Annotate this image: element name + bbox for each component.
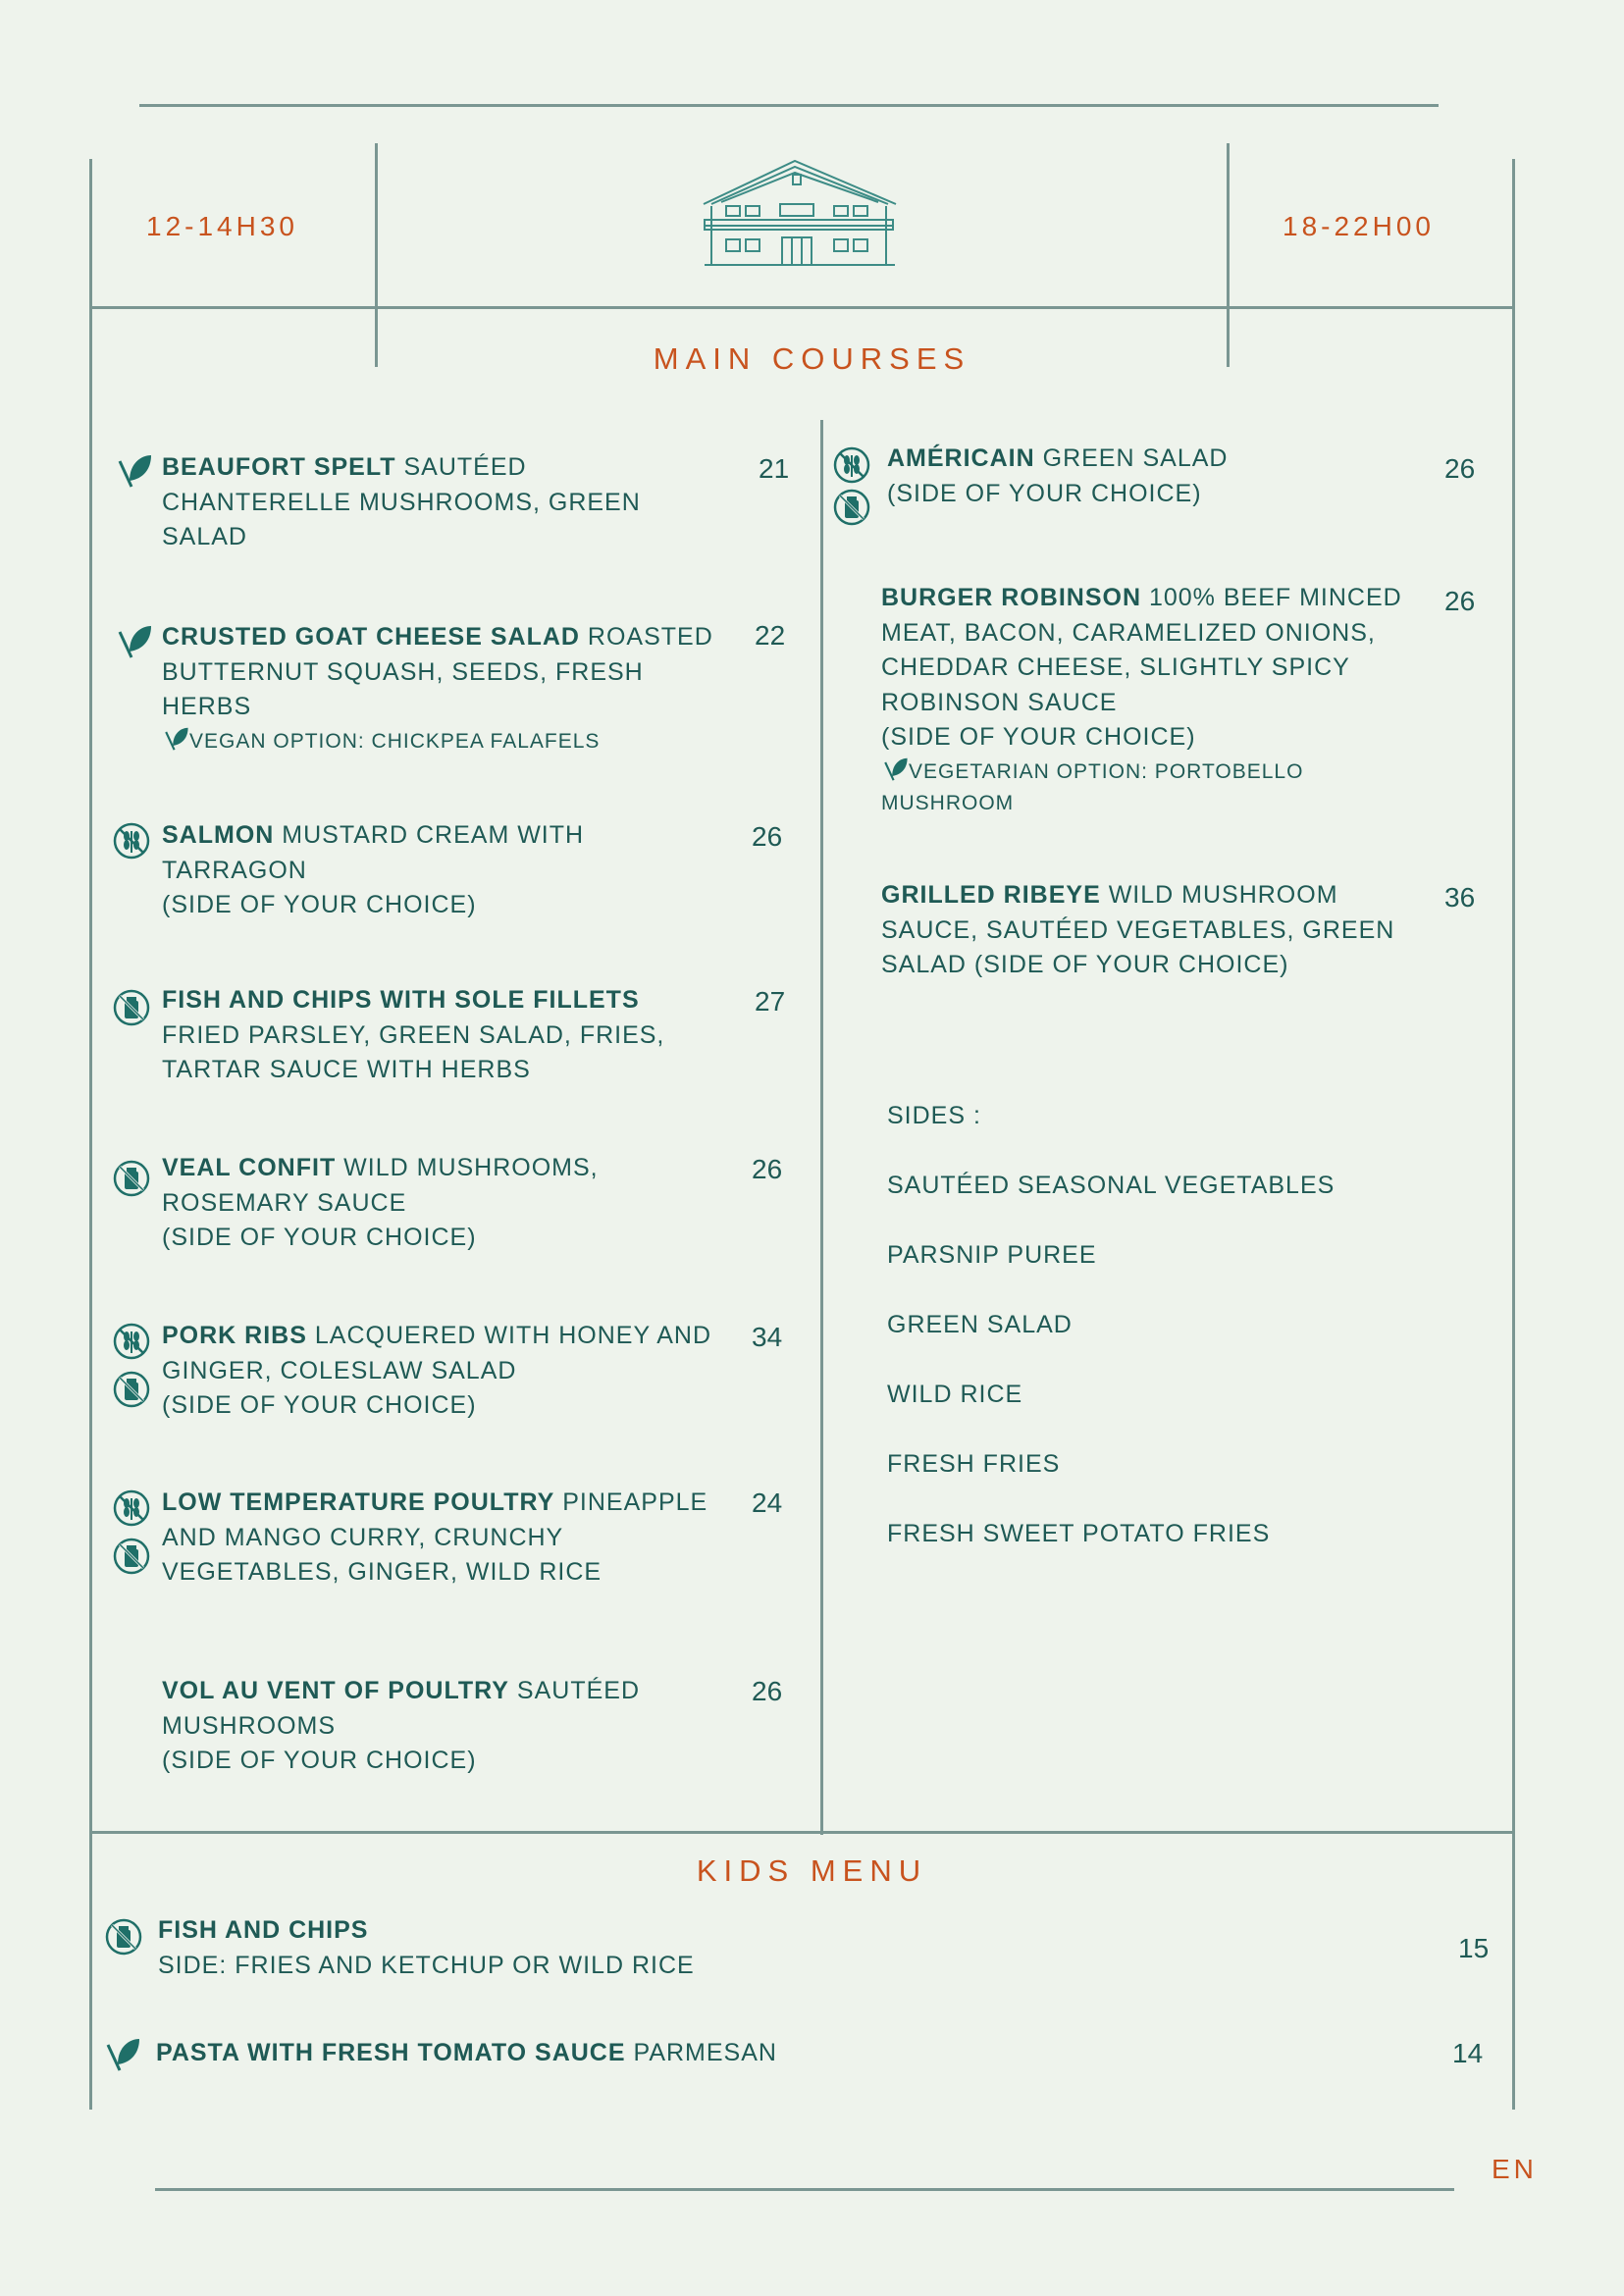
item-price: 21	[759, 453, 790, 484]
side-item: WILD RICE	[887, 1381, 1023, 1408]
item-vegetarian-option: VEGETARIAN OPTION: PORTOBELLO MUSHROOM	[881, 759, 1304, 814]
menu-item-low-temperature-poultry	[162, 1486, 721, 1591]
lactose-free-icon	[112, 1370, 151, 1409]
frame-right-border	[1512, 159, 1515, 2110]
item-price: 26	[752, 1154, 783, 1184]
item-name: LOW TEMPERATURE POULTRY	[162, 1488, 555, 1516]
gluten-free-icon	[112, 1488, 151, 1528]
column-divider	[820, 420, 823, 1835]
sides-title: SIDES :	[887, 1102, 981, 1129]
item-price: 34	[752, 1322, 783, 1352]
item-name: AMÉRICAIN	[887, 444, 1035, 472]
item-description: FRIED PARSLEY, GREEN SALAD, FRIES, TARTAR SAUCE WITH HERBS	[162, 1020, 665, 1083]
item-side-choice: (SIDE OF YOUR CHOICE)	[162, 1747, 477, 1774]
language-indicator[interactable]: EN	[1492, 2154, 1538, 2184]
menu-item-fish-and-chips	[162, 983, 721, 1088]
menu-item-burger-robinson	[881, 581, 1411, 819]
gluten-free-icon	[112, 821, 151, 861]
chalet-building-logo	[702, 157, 898, 270]
kids-menu-title: KIDS MENU	[696, 1853, 928, 1888]
menu-item-americain	[887, 442, 1417, 511]
dinner-hours: 18-22H00	[1283, 211, 1435, 241]
item-description: SAUTÉED CHANTERELLE MUSHROOMS, GREEN SALAD	[162, 453, 641, 550]
item-price: 14	[1452, 2038, 1484, 2068]
item-price: 26	[1444, 453, 1476, 484]
item-name: VEAL CONFIT	[162, 1154, 337, 1181]
side-item: GREEN SALAD	[887, 1311, 1073, 1338]
item-description: GREEN SALAD	[1042, 444, 1229, 472]
side-item: PARSNIP PUREE	[887, 1241, 1097, 1269]
kids-item-pasta	[156, 2036, 1039, 2071]
item-price: 26	[752, 1676, 783, 1706]
item-name: SALMON	[162, 821, 275, 849]
item-price: 24	[752, 1487, 783, 1518]
menu-item-beaufort-spelt	[162, 450, 721, 555]
lactose-free-icon	[112, 1159, 151, 1198]
item-side-choice: (SIDE OF YOUR CHOICE)	[881, 723, 1196, 751]
item-description: LACQUERED WITH HONEY AND GINGER, COLESLAW SALAD	[162, 1322, 712, 1384]
main-courses-title: MAIN COURSES	[653, 341, 971, 376]
menu-item-veal-confit	[162, 1151, 721, 1256]
vegetarian-leaf-icon	[881, 756, 909, 783]
item-price: 36	[1444, 882, 1476, 913]
lunch-hours: 12-14H30	[146, 211, 298, 241]
item-name: BEAUFORT SPELT	[162, 453, 396, 481]
item-price: 22	[755, 620, 786, 651]
menu-item-salmon	[162, 818, 721, 923]
item-description: PARMESAN	[633, 2039, 777, 2066]
item-price: 26	[1444, 586, 1476, 616]
side-item: SAUTÉED SEASONAL VEGETABLES	[887, 1172, 1336, 1199]
item-description: MUSTARD CREAM WITH TARRAGON	[162, 821, 585, 884]
header-bottom-rule	[89, 306, 1515, 309]
vegetarian-leaf-icon	[114, 622, 153, 661]
bottom-rule	[155, 2188, 1454, 2191]
kids-section-rule	[89, 1831, 1515, 1834]
item-name: BURGER ROBINSON	[881, 584, 1142, 611]
menu-item-pork-ribs	[162, 1319, 721, 1424]
item-price: 27	[755, 986, 786, 1017]
item-side-choice: (SIDE OF YOUR CHOICE)	[162, 891, 477, 918]
item-side-choice: (SIDE OF YOUR CHOICE)	[887, 479, 1202, 507]
item-side-choice: (SIDE OF YOUR CHOICE)	[162, 1224, 477, 1251]
item-description: SIDE: FRIES AND KETCHUP OR WILD RICE	[158, 1951, 695, 1979]
item-name: GRILLED RIBEYE	[881, 881, 1101, 909]
item-name: VOL AU VENT OF POULTRY	[162, 1677, 509, 1704]
kids-item-fish-and-chips	[158, 1913, 943, 1983]
item-description: 100% BEEF MINCED MEAT, BACON, CARAMELIZED ONIONS, CHEDDAR CHEESE, SLIGHTLY SPICY ROBINSON SAUCE	[881, 584, 1402, 716]
item-name: FISH AND CHIPS	[158, 1916, 369, 1944]
side-item: FRESH SWEET POTATO FRIES	[887, 1520, 1271, 1547]
item-name: CRUSTED GOAT CHEESE SALAD	[162, 623, 580, 651]
menu-item-goat-cheese-salad	[162, 620, 721, 757]
vegetarian-leaf-icon	[114, 451, 153, 491]
vegetarian-leaf-icon	[102, 2035, 141, 2074]
item-name: PASTA WITH FRESH TOMATO SAUCE	[156, 2039, 626, 2066]
lactose-free-icon	[112, 1537, 151, 1576]
gluten-free-icon	[112, 1322, 151, 1361]
lactose-free-icon	[104, 1917, 143, 1957]
header-divider-right	[1227, 143, 1230, 367]
top-rule	[139, 104, 1439, 107]
item-price: 26	[752, 821, 783, 852]
lactose-free-icon	[832, 488, 871, 527]
vegan-leaf-icon	[162, 725, 189, 753]
lactose-free-icon	[112, 988, 151, 1027]
item-description: ROASTED BUTTERNUT SQUASH, SEEDS, FRESH HERBS	[162, 623, 713, 720]
side-item: FRESH FRIES	[887, 1450, 1061, 1478]
gluten-free-icon	[832, 445, 871, 485]
item-vegan-option: VEGAN OPTION: CHICKPEA FALAFELS	[189, 729, 601, 753]
menu-item-grilled-ribeye	[881, 878, 1411, 983]
item-description: WILD MUSHROOM SAUCE, SAUTÉED VEGETABLES, GREEN SALAD (SIDE OF YOUR CHOICE)	[881, 881, 1395, 978]
menu-item-vol-au-vent	[162, 1674, 721, 1779]
item-description: PINEAPPLE AND MANGO CURRY, CRUNCHY VEGETABLES, GINGER, WILD RICE	[162, 1488, 708, 1586]
header-divider-left	[375, 143, 378, 367]
item-name: PORK RIBS	[162, 1322, 307, 1349]
item-description: WILD MUSHROOMS, ROSEMARY SAUCE	[162, 1154, 599, 1217]
item-price: 15	[1458, 1933, 1490, 1963]
item-description: SAUTÉED MUSHROOMS	[162, 1677, 641, 1740]
frame-left-border	[89, 159, 92, 2110]
item-side-choice: (SIDE OF YOUR CHOICE)	[162, 1391, 477, 1419]
item-name: FISH AND CHIPS WITH SOLE FILLETS	[162, 986, 640, 1014]
